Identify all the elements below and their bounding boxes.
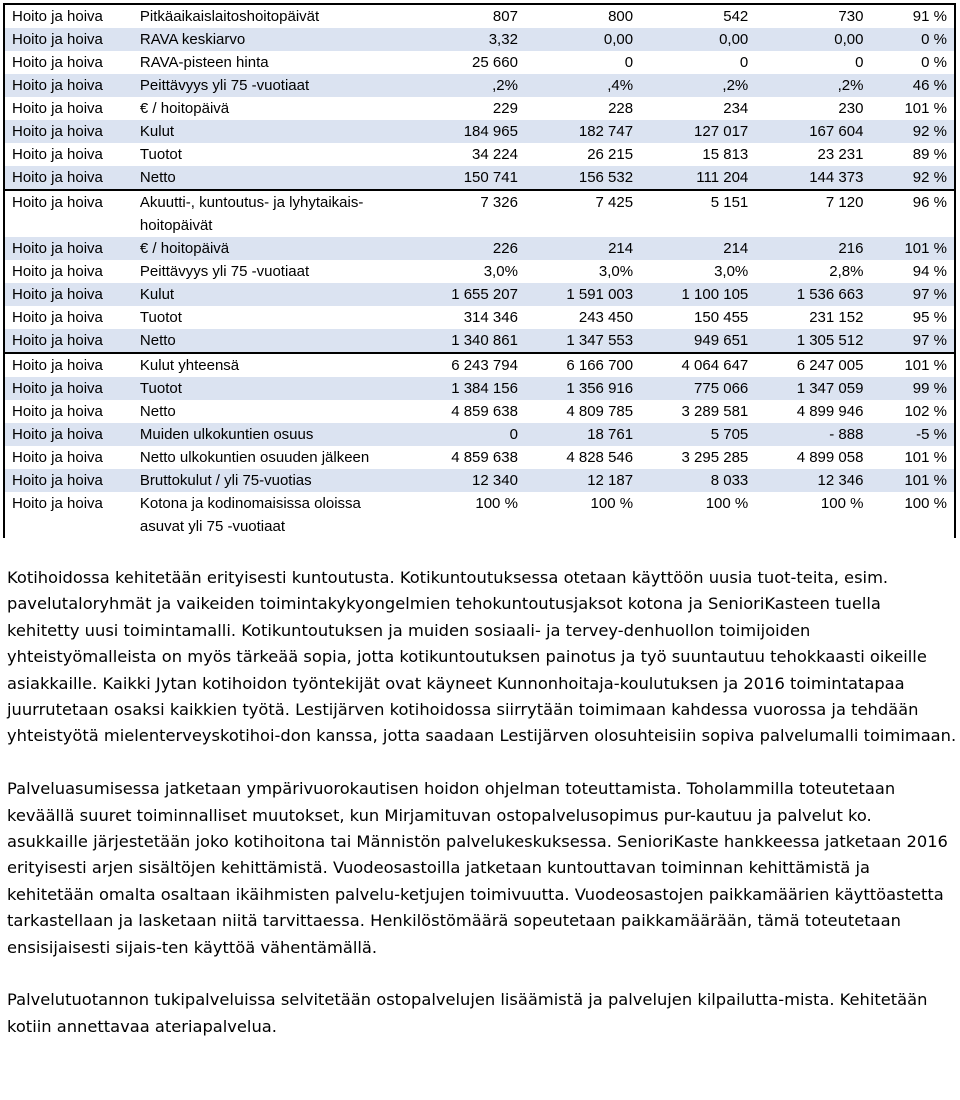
value-col4-cell: 144 373 <box>755 166 870 190</box>
value-col1-cell: ,2% <box>410 74 525 97</box>
value-col2-cell: 0,00 <box>525 28 640 51</box>
value-col1-cell: 6 243 794 <box>410 353 525 377</box>
table-row <box>4 329 955 353</box>
percent-cell: 101 % <box>870 353 955 377</box>
table-row <box>4 400 955 423</box>
value-col2-cell: 214 <box>525 237 640 260</box>
value-col3-cell: 5 151 <box>640 190 755 237</box>
table-row <box>4 423 955 446</box>
table-row <box>4 377 955 400</box>
percent-cell: 95 % <box>870 306 955 329</box>
table-row <box>4 74 955 97</box>
value-col2-cell: 100 % <box>525 492 640 538</box>
category-cell: Hoito ja hoiva <box>4 190 133 237</box>
percent-cell: 101 % <box>870 237 955 260</box>
table-row <box>4 143 955 166</box>
value-col4-cell: 167 604 <box>755 120 870 143</box>
value-col2-cell: 182 747 <box>525 120 640 143</box>
percent-cell: 101 % <box>870 469 955 492</box>
category-cell: Hoito ja hoiva <box>4 446 133 469</box>
value-col4-cell: 216 <box>755 237 870 260</box>
value-col4-cell: 4 899 058 <box>755 446 870 469</box>
table-row <box>4 166 955 190</box>
value-col4-cell: 4 899 946 <box>755 400 870 423</box>
value-col4-cell: 730 <box>755 4 870 28</box>
value-col2-cell: 1 356 916 <box>525 377 640 400</box>
category-cell: Hoito ja hoiva <box>4 51 133 74</box>
value-col3-cell: 150 455 <box>640 306 755 329</box>
value-col2-cell: 18 761 <box>525 423 640 446</box>
value-col3-cell: 0,00 <box>640 28 755 51</box>
value-col2-cell: 6 166 700 <box>525 353 640 377</box>
item-cell: Peittävyys yli 75 -vuotiaat <box>133 260 410 283</box>
value-col3-cell: 542 <box>640 4 755 28</box>
percent-cell: 89 % <box>870 143 955 166</box>
item-cell: Tuotot <box>133 143 410 166</box>
category-cell: Hoito ja hoiva <box>4 329 133 353</box>
percent-cell: 101 % <box>870 446 955 469</box>
category-cell: Hoito ja hoiva <box>4 4 133 28</box>
category-cell: Hoito ja hoiva <box>4 97 133 120</box>
category-cell: Hoito ja hoiva <box>4 237 133 260</box>
percent-cell: 97 % <box>870 283 955 306</box>
value-col4-cell: 1 347 059 <box>755 377 870 400</box>
percent-cell: 91 % <box>870 4 955 28</box>
percent-cell: 92 % <box>870 166 955 190</box>
value-col2-cell: 1 591 003 <box>525 283 640 306</box>
value-col4-cell: - 888 <box>755 423 870 446</box>
value-col4-cell: 0 <box>755 51 870 74</box>
table-row <box>4 446 955 469</box>
category-cell: Hoito ja hoiva <box>4 377 133 400</box>
percent-cell: 97 % <box>870 329 955 353</box>
value-col4-cell: 7 120 <box>755 190 870 237</box>
item-cell: Peittävyys yli 75 -vuotiaat <box>133 74 410 97</box>
category-cell: Hoito ja hoiva <box>4 306 133 329</box>
value-col3-cell: 3 289 581 <box>640 400 755 423</box>
item-cell: Netto ulkokuntien osuuden jälkeen <box>133 446 410 469</box>
percent-cell: 0 % <box>870 28 955 51</box>
value-col1-cell: 3,32 <box>410 28 525 51</box>
value-col2-cell: 800 <box>525 4 640 28</box>
item-cell: € / hoitopäivä <box>133 237 410 260</box>
category-cell: Hoito ja hoiva <box>4 469 133 492</box>
body-text <box>7 565 957 1067</box>
category-cell: Hoito ja hoiva <box>4 283 133 306</box>
paragraph-kotihoito: Kotihoidossa kehitetään erityisesti kuntoutusta. Kotikuntoutuksessa otetaan käyttöön uusia tuot-teita, esim. pavelutaloryhmät ja vaikeiden toimintakykyongelmien tehokuntoutusjaksot kotona ja SenioriKasteen tuella kehitetty uusi toimintamalli. Kotikuntoutuksen ja muiden sosiaali- ja tervey-denhuollon toimijoiden yhteistyömalleista on myös tärkeää sopia, jotta kotikuntoutuksen painotus ja työ suuntautuu tehokkaasti oikeille asiakkaille. Kaikki Jytan kotihoidon työntekijät ovat käyneet Kunnonhoitaja-koulutuksen ja 2016 toimintatapaa juurrutetaan osaksi kaikkien työtä. Lestijärven kotihoidossa siirrytään toimimaan kahdessa vuorossa ja tehdään yhteistyötä mielenterveyskotihoi-don kanssa, jotta saadaan Lestijärven olosuhteisiin sopiva palvelumalli toimimaan. <box>7 568 957 746</box>
value-col3-cell: ,2% <box>640 74 755 97</box>
paragraph-tukipalvelut: Palvelutuotannon tukipalveluissa selvitetään ostopalvelujen lisäämistä ja palvelujen kilpailutta-mista. Kehitetään kotiin annettavaa ateriapalvelua. <box>7 990 928 1036</box>
value-col1-cell: 7 326 <box>410 190 525 237</box>
item-cell: Kotona ja kodinomaisissa oloissa asuvat yli 75 -vuotiaat <box>133 492 410 538</box>
item-cell: Netto <box>133 400 410 423</box>
value-col3-cell: 214 <box>640 237 755 260</box>
value-col1-cell: 184 965 <box>410 120 525 143</box>
category-cell: Hoito ja hoiva <box>4 400 133 423</box>
percent-cell: 0 % <box>870 51 955 74</box>
value-col3-cell: 234 <box>640 97 755 120</box>
value-col4-cell: 12 346 <box>755 469 870 492</box>
value-col4-cell: 6 247 005 <box>755 353 870 377</box>
value-col1-cell: 1 340 861 <box>410 329 525 353</box>
category-cell: Hoito ja hoiva <box>4 74 133 97</box>
value-col3-cell: 775 066 <box>640 377 755 400</box>
category-cell: Hoito ja hoiva <box>4 28 133 51</box>
value-col3-cell: 3,0% <box>640 260 755 283</box>
item-cell: Kulut yhteensä <box>133 353 410 377</box>
value-col4-cell: 1 536 663 <box>755 283 870 306</box>
value-col4-cell: 23 231 <box>755 143 870 166</box>
table-row <box>4 237 955 260</box>
value-col1-cell: 807 <box>410 4 525 28</box>
table-row <box>4 97 955 120</box>
table-row <box>4 190 955 237</box>
category-cell: Hoito ja hoiva <box>4 260 133 283</box>
value-col2-cell: 0 <box>525 51 640 74</box>
item-cell: Netto <box>133 329 410 353</box>
item-cell: RAVA keskiarvo <box>133 28 410 51</box>
category-cell: Hoito ja hoiva <box>4 353 133 377</box>
category-cell: Hoito ja hoiva <box>4 166 133 190</box>
percent-cell: 94 % <box>870 260 955 283</box>
value-col3-cell: 5 705 <box>640 423 755 446</box>
value-col2-cell: 156 532 <box>525 166 640 190</box>
value-col1-cell: 314 346 <box>410 306 525 329</box>
value-col3-cell: 8 033 <box>640 469 755 492</box>
value-col4-cell: 231 152 <box>755 306 870 329</box>
item-cell: RAVA-pisteen hinta <box>133 51 410 74</box>
value-col4-cell: 230 <box>755 97 870 120</box>
value-col1-cell: 229 <box>410 97 525 120</box>
item-cell: Tuotot <box>133 377 410 400</box>
percent-cell: 46 % <box>870 74 955 97</box>
item-cell: Tuotot <box>133 306 410 329</box>
percent-cell: 92 % <box>870 120 955 143</box>
item-cell: Kulut <box>133 120 410 143</box>
item-cell: Netto <box>133 166 410 190</box>
item-cell: Pitkäaikaislaitoshoitopäivät <box>133 4 410 28</box>
value-col3-cell: 100 % <box>640 492 755 538</box>
paragraph-palveluasuminen: Palveluasumisessa jatketaan ympärivuorokautisen hoidon ohjelman toteuttamista. Toholammilla toteutetaan keväällä suuret toiminnalliset muutokset, kun Mirjamituvan ostopalvelusopimus pur-kautuu ja palvelut ko. asukkaille järjestetään joko kotihoitona tai Männistön palvelukeskuksessa. SenioriKaste hankkeessa jatketaan 2016 erityisesti arjen sisältöjen kehittämistä. Vuodeosastoilla jatketaan kuntouttavan toiminnan kehittämistä ja kehitetään omalta osaltaan ikäihmisten palvelu-ketjujen toimivuutta. Vuodeosastojen paikkamäärien käyttöastetta tarkastellaan ja lasketaan niitä tarvittaessa. Henkilöstömäärä sopeutetaan paikkamäärään, tämä toteutetaan ensisijaisesti sijais-ten käyttöä vähentämällä. <box>7 779 948 957</box>
item-cell: Akuutti-, kuntoutus- ja lyhytaikais-hoitopäivät <box>133 190 410 237</box>
item-cell: Muiden ulkokuntien osuus <box>133 423 410 446</box>
table-row <box>4 353 955 377</box>
value-col3-cell: 1 100 105 <box>640 283 755 306</box>
value-col3-cell: 0 <box>640 51 755 74</box>
table-body <box>4 4 955 538</box>
percent-cell: 96 % <box>870 190 955 237</box>
table-row <box>4 28 955 51</box>
category-cell: Hoito ja hoiva <box>4 143 133 166</box>
percent-cell: 99 % <box>870 377 955 400</box>
value-col3-cell: 127 017 <box>640 120 755 143</box>
value-col3-cell: 111 204 <box>640 166 755 190</box>
value-col2-cell: 243 450 <box>525 306 640 329</box>
value-col2-cell: 3,0% <box>525 260 640 283</box>
value-col1-cell: 226 <box>410 237 525 260</box>
category-cell: Hoito ja hoiva <box>4 423 133 446</box>
category-cell: Hoito ja hoiva <box>4 120 133 143</box>
value-col4-cell: ,2% <box>755 74 870 97</box>
percent-cell: -5 % <box>870 423 955 446</box>
value-col2-cell: 26 215 <box>525 143 640 166</box>
item-cell: Kulut <box>133 283 410 306</box>
value-col1-cell: 34 224 <box>410 143 525 166</box>
value-col3-cell: 4 064 647 <box>640 353 755 377</box>
value-col3-cell: 949 651 <box>640 329 755 353</box>
value-col4-cell: 0,00 <box>755 28 870 51</box>
percent-cell: 100 % <box>870 492 955 538</box>
percent-cell: 102 % <box>870 400 955 423</box>
value-col1-cell: 4 859 638 <box>410 400 525 423</box>
value-col1-cell: 0 <box>410 423 525 446</box>
table-row <box>4 260 955 283</box>
financial-table <box>3 3 956 538</box>
value-col2-cell: 1 347 553 <box>525 329 640 353</box>
value-col4-cell: 1 305 512 <box>755 329 870 353</box>
item-cell: € / hoitopäivä <box>133 97 410 120</box>
value-col2-cell: 4 809 785 <box>525 400 640 423</box>
value-col4-cell: 100 % <box>755 492 870 538</box>
percent-cell: 101 % <box>870 97 955 120</box>
value-col2-cell: 4 828 546 <box>525 446 640 469</box>
value-col2-cell: 228 <box>525 97 640 120</box>
table-row <box>4 51 955 74</box>
value-col3-cell: 3 295 285 <box>640 446 755 469</box>
value-col1-cell: 1 384 156 <box>410 377 525 400</box>
value-col1-cell: 25 660 <box>410 51 525 74</box>
value-col1-cell: 3,0% <box>410 260 525 283</box>
value-col1-cell: 150 741 <box>410 166 525 190</box>
category-cell: Hoito ja hoiva <box>4 492 133 538</box>
value-col1-cell: 100 % <box>410 492 525 538</box>
table-row <box>4 492 955 538</box>
value-col3-cell: 15 813 <box>640 143 755 166</box>
table-row <box>4 4 955 28</box>
value-col1-cell: 1 655 207 <box>410 283 525 306</box>
value-col1-cell: 12 340 <box>410 469 525 492</box>
value-col4-cell: 2,8% <box>755 260 870 283</box>
value-col2-cell: 12 187 <box>525 469 640 492</box>
value-col2-cell: ,4% <box>525 74 640 97</box>
table-row <box>4 283 955 306</box>
value-col1-cell: 4 859 638 <box>410 446 525 469</box>
table-row <box>4 306 955 329</box>
table-row <box>4 469 955 492</box>
table-row <box>4 120 955 143</box>
value-col2-cell: 7 425 <box>525 190 640 237</box>
item-cell: Bruttokulut / yli 75-vuotias <box>133 469 410 492</box>
